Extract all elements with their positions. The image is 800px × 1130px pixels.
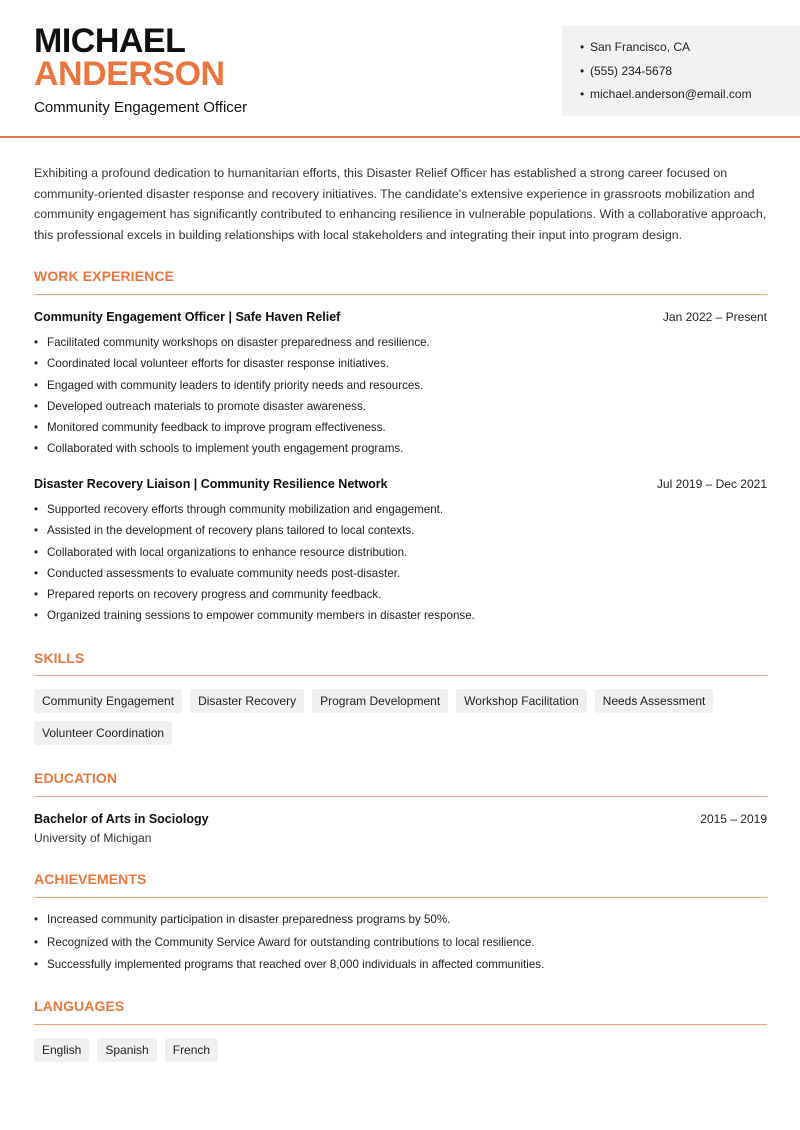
skill-chip: Needs Assessment (595, 689, 714, 713)
list-item: • Monitored community feedback to improve program effectiveness. (34, 417, 764, 438)
contact-box (562, 26, 800, 116)
education-degree: Bachelor of Arts in Sociology (34, 812, 209, 826)
job-title-2: Disaster Recovery Liaison | Community Resilience Network (34, 477, 388, 491)
language-chip: French (165, 1038, 218, 1062)
list-item: • Organized training sessions to empower community members in disaster response. (34, 605, 764, 626)
languages-list (34, 1038, 774, 1062)
education-school: University of Michigan (34, 831, 152, 845)
list-item: • Collaborated with schools to implement youth engagement programs. (34, 438, 764, 459)
section-divider (34, 294, 767, 295)
list-item: • Developed outreach materials to promote disaster awareness. (34, 396, 764, 417)
skill-chip: Volunteer Coordination (34, 721, 172, 745)
education-dates: 2015 – 2019 (700, 812, 767, 826)
list-item: • Assisted in the development of recovery plans tailored to local contexts. (34, 520, 764, 541)
contact-phone: • (555) 234-5678 (580, 60, 800, 84)
skill-chip: Workshop Facilitation (456, 689, 587, 713)
list-item: • Successfully implemented programs that reached over 8,000 individuals in affected communities. (34, 954, 774, 977)
summary-paragraph: Exhibiting a profound dedication to humanitarian efforts, this Disaster Relief Officer has established a strong career focused on community-oriented disaster response and recovery initiatives. The candidate's extensive experience in grassroots mobilization and community engagement has significantly contributed to enhancing resilience in vulnerable populations. With a collaborative approach, this professional excels in building relationships with local stakeholders and integrating their input into program design. (34, 166, 767, 242)
section-divider (34, 796, 767, 797)
job-bullets-1 (34, 332, 764, 460)
first-name: MICHAEL (34, 22, 186, 60)
section-divider (34, 1024, 767, 1025)
list-item: • Facilitated community workshops on disaster preparedness and resilience. (34, 332, 764, 353)
section-divider (34, 897, 767, 898)
job-dates-1: Jan 2022 – Present (662, 310, 767, 324)
list-item: • Increased community participation in disaster preparedness programs by 50%. (34, 909, 774, 932)
skill-chip: Disaster Recovery (190, 689, 304, 713)
language-chip: English (34, 1038, 89, 1062)
job-bullets-2 (34, 499, 764, 627)
contact-list (562, 26, 800, 107)
section-divider (34, 675, 767, 676)
achievements-list (34, 909, 774, 977)
job-dates-2: Jul 2019 – Dec 2021 (656, 477, 767, 491)
list-item: • Engaged with community leaders to identify priority needs and resources. (34, 375, 764, 396)
languages-heading: LANGUAGES (34, 998, 125, 1014)
job-title-1: Community Engagement Officer | Safe Haven Relief (34, 310, 341, 324)
language-chip: Spanish (97, 1038, 156, 1062)
list-item: • Recognized with the Community Service Award for outstanding contributions to local resilience. (34, 932, 774, 955)
list-item: • Supported recovery efforts through community mobilization and engagement. (34, 499, 764, 520)
skill-chip: Community Engagement (34, 689, 182, 713)
list-item: • Collaborated with local organizations to enhance resource distribution. (34, 542, 764, 563)
skills-heading: SKILLS (34, 650, 85, 666)
resume-header (0, 0, 800, 138)
job-title: Community Engagement Officer (34, 99, 248, 116)
skills-list (34, 689, 774, 745)
education-heading: EDUCATION (34, 770, 118, 786)
achievements-heading: ACHIEVEMENTS (34, 871, 147, 887)
list-item: • Conducted assessments to evaluate community needs post-disaster. (34, 563, 764, 584)
list-item: • Coordinated local volunteer efforts for disaster response initiatives. (34, 353, 764, 374)
contact-location: • San Francisco, CA (580, 36, 800, 60)
contact-email[interactable]: • michael.anderson@email.com (580, 83, 800, 107)
skill-chip: Program Development (312, 689, 448, 713)
work-experience-heading: WORK EXPERIENCE (34, 268, 174, 284)
last-name: ANDERSON (34, 55, 225, 93)
list-item: • Prepared reports on recovery progress and community feedback. (34, 584, 764, 605)
